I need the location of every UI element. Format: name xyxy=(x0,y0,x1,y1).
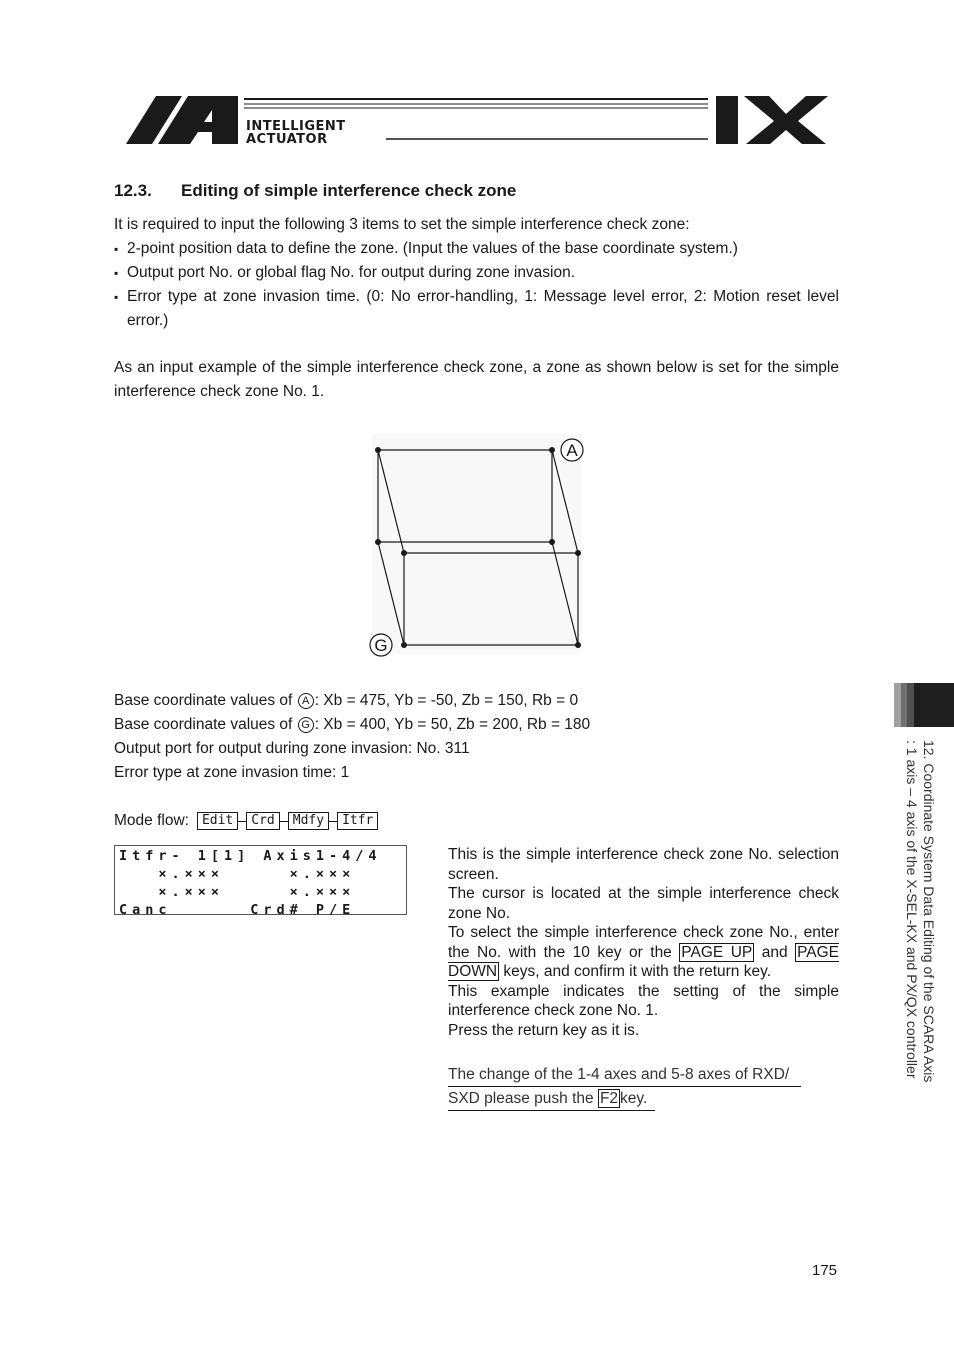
coord-g-values: : Xb = 400, Yb = 50, Zb = 200, Rb = 180 xyxy=(314,716,591,733)
desc-p3-c: keys, and confirm it with the return key. xyxy=(503,963,772,980)
note-line1: The change of the 1-4 axes and 5-8 axes of RXD/ xyxy=(448,1063,801,1087)
coord-a-mark: A xyxy=(298,693,314,709)
coord-g-line xyxy=(114,713,590,737)
bullet-marker: ▪ xyxy=(114,242,119,256)
page-number: 175 xyxy=(812,1262,838,1279)
bullet-text: Output port No. or global flag No. for output during zone invasion. xyxy=(127,264,576,281)
desc-p4: This example indicates the setting of the simple interference check zone No. 1. xyxy=(448,982,839,1019)
error-type-line: Error type at zone invasion time: 1 xyxy=(114,764,350,781)
section-heading xyxy=(114,181,516,201)
bullet-marker: ▪ xyxy=(114,290,119,304)
note-line2-a: SXD please push the xyxy=(448,1090,594,1107)
section-number: 12.3. xyxy=(114,181,152,200)
logo-line1: INTELLIGENT xyxy=(246,119,346,134)
intro-paragraph: It is required to input the following 3 items to set the simple interference check zone: xyxy=(114,216,690,233)
coord-g-mark: G xyxy=(298,717,314,733)
example-paragraph: As an input example of the simple interference check zone, a zone as shown below is set for the simple interference check zone No. 1. xyxy=(114,359,839,400)
side-label-line1: 12. Coordinate System Data Editing of the SCARA Axis xyxy=(921,740,937,1083)
lcd-line-1: Itfr- 1[1] Axis1-4/4 xyxy=(119,848,382,864)
lcd-line-2: ×.××× ×.××× xyxy=(119,866,356,882)
bullet-item xyxy=(114,237,839,261)
flow-connector xyxy=(238,821,246,822)
output-port-line: Output port for output during zone invasion: No. 311 xyxy=(114,740,470,757)
zone-diagram xyxy=(364,434,594,660)
coord-a-values: : Xb = 475, Yb = -50, Zb = 150, Rb = 0 xyxy=(314,692,579,709)
bullet-marker: ▪ xyxy=(114,266,119,280)
f2-key: F2 xyxy=(599,1090,619,1107)
coord-a-prefix: Base coordinate values of xyxy=(114,692,293,709)
bullet-item xyxy=(114,261,839,285)
lcd-screen xyxy=(114,845,407,918)
note-line2 xyxy=(448,1087,655,1111)
side-label-line2: : 1 axis – 4 axis of the X-SEL-KX and PX/QX controller xyxy=(904,740,920,1079)
chapter-tab xyxy=(894,683,954,727)
flow-connector xyxy=(280,821,288,822)
point-g-text: G xyxy=(374,636,388,655)
flow-connector xyxy=(329,821,337,822)
desc-p5: Press the return key as it is. xyxy=(448,1021,640,1039)
desc-p3-a: To select the simple interference check zone No., enter the No. with the 10 key or the xyxy=(448,924,839,961)
desc-p1: This is the simple interference check zone No. selection screen. xyxy=(448,846,839,883)
mode-key-mdfy: Mdfy xyxy=(288,812,329,830)
section-title: Editing of simple interference check zone xyxy=(181,181,517,200)
mode-key-itfr: Itfr xyxy=(337,812,378,830)
lcd-line-3: ×.××× ×.××× xyxy=(119,884,356,900)
bullet-text: Error type at zone invasion time. (0: No error-handling, 1: Message level error, 2: Motion reset level error.) xyxy=(127,288,839,329)
note xyxy=(448,1063,801,1111)
side-chapter-label xyxy=(903,740,937,1140)
screen-description xyxy=(448,845,839,1040)
lcd-line-4: Canc Crd# P/E xyxy=(119,902,356,918)
mode-flow-label: Mode flow: xyxy=(114,812,189,829)
mode-key-crd: Crd xyxy=(246,812,279,830)
page-up-key: PAGE UP xyxy=(681,943,753,961)
coord-g-prefix: Base coordinate values of xyxy=(114,716,293,733)
note-line2-b: key. xyxy=(620,1090,648,1107)
desc-p3 xyxy=(448,923,839,982)
mode-flow xyxy=(114,809,378,833)
point-a-label xyxy=(561,439,583,461)
page-down-key: PAGE DOWN xyxy=(448,943,839,980)
bullet-item xyxy=(114,285,839,333)
point-g-label xyxy=(370,634,392,656)
bullet-text: 2-point position data to define the zone. (Input the values of the base coordinate system.) xyxy=(127,240,738,257)
company-logo xyxy=(126,94,828,146)
logo-line2: ACTUATOR xyxy=(246,132,328,146)
mode-key-edit: Edit xyxy=(197,812,238,830)
point-a-text: A xyxy=(566,441,578,460)
desc-p2: The cursor is located at the simple interference check zone No. xyxy=(448,885,839,922)
coord-a-line xyxy=(114,689,578,713)
desc-p3-b: and xyxy=(761,943,788,961)
